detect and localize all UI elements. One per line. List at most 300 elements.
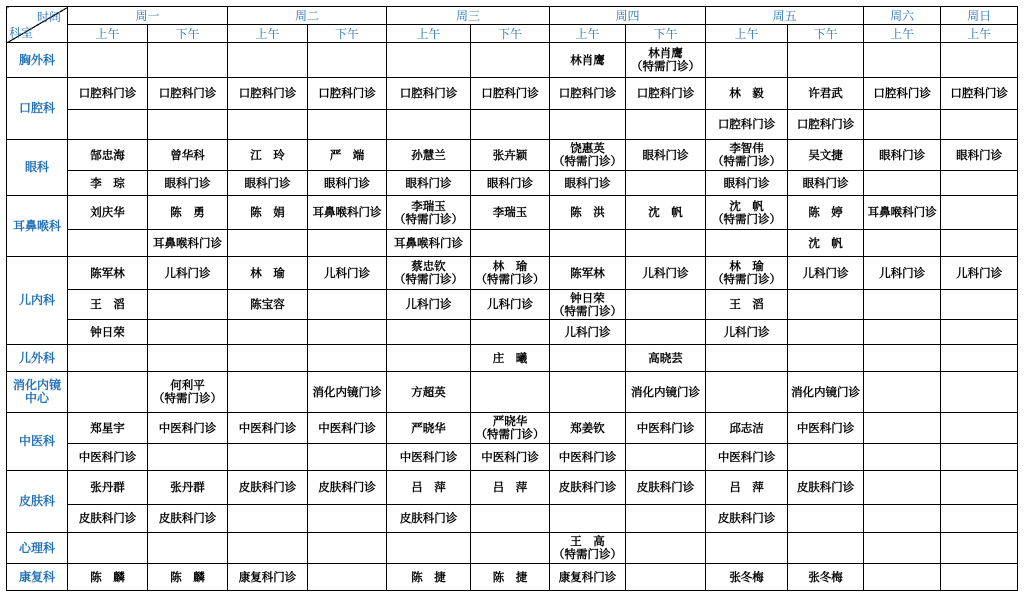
schedule-entry: 皮肤科门诊 [318,480,376,494]
schedule-cell [387,171,471,196]
roster-row [7,320,1018,345]
schedule-cell [706,413,788,444]
schedule-entry: 中医科门诊 [481,449,539,464]
schedule-cell [148,257,228,290]
schedule-cell [308,444,387,471]
schedule-cell [471,471,550,505]
schedule-cell [864,345,941,372]
schedule-cell [550,78,626,110]
schedule-entry: 儿科门诊 [802,265,849,280]
schedule-entry: 陈 勇 [170,205,205,219]
schedule-entry: 儿科门诊 [956,265,1003,280]
schedule-cell [941,533,1018,564]
roster-row [7,110,1018,140]
schedule-cell [941,196,1018,230]
schedule-cell [864,320,941,345]
roster-header [7,7,1018,43]
schedule-cell [148,140,228,171]
schedule-cell [68,78,148,110]
schedule-entry: 口腔科门诊 [318,86,376,100]
schedule-cell [550,372,626,413]
schedule-entry: 口腔科门诊 [78,86,137,100]
schedule-cell [788,372,864,413]
schedule-cell [941,78,1018,110]
schedule-cell [308,320,387,345]
schedule-cell [471,230,550,257]
schedule-entry: 眼科门诊 [723,175,770,190]
schedule-entry: 李瑞玉 [492,205,528,219]
roster-row [7,444,1018,471]
schedule-cell [941,505,1018,533]
schedule-entry: 严晓华 [411,420,446,435]
schedule-entry: 儿科门诊 [564,324,611,339]
schedule-entry: 吕 萍 [492,480,528,494]
schedule-cell [788,110,864,140]
schedule-cell [68,345,148,372]
schedule-entry: 消化内镜门诊 [791,384,861,399]
schedule-entry: 儿科门诊 [164,265,211,280]
department-label: 康复科 [18,569,55,584]
schedule-entry: 口腔科门诊 [399,86,458,100]
department-label: 儿内科 [18,293,55,307]
schedule-entry: 林 瑜 （特需门诊） [712,259,782,286]
schedule-cell [706,230,788,257]
schedule-entry: 林肖鹰 [570,52,605,67]
schedule-entry: 眼科门诊 [642,147,689,162]
schedule-cell [68,110,148,140]
schedule-entry: 沈 帆 [808,235,843,250]
department-name [7,413,68,471]
time-label: 时间 [36,10,61,24]
schedule-entry: 中医科门诊 [318,420,376,435]
schedule-cell [228,413,308,444]
schedule-entry: 口腔科门诊 [950,86,1008,100]
schedule-entry: 口腔科门诊 [238,86,297,100]
schedule-cell [788,43,864,78]
schedule-cell [864,533,941,564]
schedule-cell [471,78,550,110]
roster-row [7,230,1018,257]
schedule-entry: 儿科门诊 [324,265,371,280]
schedule-cell [788,413,864,444]
schedule-entry: 蔡忠钦 （特需门诊） [394,259,464,286]
schedule-entry: 口腔科门诊 [873,86,931,100]
schedule-entry: 中医科门诊 [558,449,617,464]
schedule-cell [308,230,387,257]
schedule-cell [626,533,706,564]
schedule-cell [471,171,550,196]
schedule-cell [550,471,626,505]
schedule-cell [148,413,228,444]
schedule-cell [471,110,550,140]
schedule-cell [788,196,864,230]
schedule-entry: 曾华科 [170,147,205,162]
schedule-cell [387,110,471,140]
schedule-cell [228,43,308,78]
schedule-entry: 皮肤科门诊 [158,511,217,525]
schedule-entry: 许君武 [808,86,843,100]
schedule-entry: 林 瑜 [250,265,285,280]
schedule-entry: 儿科门诊 [723,324,770,339]
schedule-entry: 沈 帆 [648,205,683,219]
schedule-cell [626,320,706,345]
schedule-entry: 张卉颖 [492,147,528,162]
schedule-cell [387,230,471,257]
schedule-entry: 眼科门诊 [879,147,926,162]
schedule-cell [228,171,308,196]
schedule-entry: 皮肤科门诊 [636,480,695,494]
schedule-entry: 庄 曦 [492,350,528,365]
schedule-cell [706,110,788,140]
roster-row [7,43,1018,78]
period-header: 下午 [788,25,864,43]
schedule-entry: 林肖鹰 （特需门诊） [631,46,701,73]
schedule-cell [788,230,864,257]
schedule-cell [788,290,864,320]
schedule-cell [471,413,550,444]
schedule-cell [626,110,706,140]
schedule-cell [941,43,1018,78]
schedule-cell [68,444,148,471]
schedule-cell [788,257,864,290]
schedule-cell [308,505,387,533]
schedule-cell [68,196,148,230]
schedule-entry: 眼科门诊 [324,175,371,190]
schedule-cell [308,257,387,290]
schedule-cell [228,320,308,345]
schedule-cell [788,505,864,533]
schedule-cell [471,564,550,591]
schedule-cell [550,290,626,320]
schedule-entry: 儿科门诊 [879,265,926,280]
schedule-cell [308,413,387,444]
schedule-cell [626,140,706,171]
schedule-cell [148,196,228,230]
schedule-cell [550,171,626,196]
schedule-entry: 陈军林 [90,265,125,280]
schedule-cell [706,505,788,533]
schedule-entry: 陈 捷 [411,569,446,584]
schedule-entry: 康复科门诊 [558,569,617,584]
schedule-entry: 康复科门诊 [238,569,297,584]
schedule-entry: 皮肤科门诊 [558,480,617,494]
schedule-cell [941,171,1018,196]
schedule-cell [941,230,1018,257]
schedule-entry: 眼科门诊 [244,175,291,190]
schedule-cell [941,413,1018,444]
schedule-cell [308,533,387,564]
schedule-entry: 儿科门诊 [642,265,689,280]
schedule-entry: 耳鼻喉科门诊 [394,235,464,250]
schedule-cell [68,505,148,533]
schedule-cell [228,140,308,171]
schedule-entry: 皮肤科门诊 [717,511,776,525]
schedule-cell [68,290,148,320]
schedule-cell [308,78,387,110]
schedule-entry: 钟日荣 [90,324,125,339]
schedule-cell [706,290,788,320]
schedule-cell [626,196,706,230]
schedule-cell [68,230,148,257]
schedule-cell [471,140,550,171]
schedule-cell [471,505,550,533]
schedule-cell [471,372,550,413]
schedule-entry: 严 端 [329,147,365,162]
department-label: 皮肤科 [18,494,55,508]
schedule-cell [941,140,1018,171]
day-header: 周六 [864,7,941,25]
schedule-cell [706,533,788,564]
department-label: 消化内镜 中心 [12,378,61,405]
schedule-cell [626,372,706,413]
schedule-cell [148,290,228,320]
schedule-entry: 皮肤科门诊 [238,480,297,494]
schedule-cell [228,290,308,320]
schedule-entry: 林 瑜 （特需门诊） [475,259,545,286]
schedule-entry: 张冬梅 [808,569,843,584]
schedule-entry: 眼科门诊 [164,175,211,190]
schedule-cell [941,257,1018,290]
schedule-cell [148,564,228,591]
schedule-cell [471,290,550,320]
day-header: 周三 [387,7,550,25]
schedule-entry: 王 高 （特需门诊） [553,534,623,561]
schedule-entry: 高晓芸 [648,350,683,365]
schedule-entry: 儿科门诊 [405,297,452,311]
schedule-cell [228,78,308,110]
schedule-entry: 陈 捷 [492,569,528,584]
roster-row [7,372,1018,413]
schedule-cell [864,171,941,196]
roster-row [7,471,1018,505]
department-name [7,78,68,140]
schedule-cell [148,533,228,564]
schedule-cell [148,320,228,345]
schedule-cell [308,372,387,413]
schedule-entry: 沈 帆 （特需门诊） [712,198,782,226]
schedule-entry: 林 毅 [729,86,764,100]
schedule-cell [706,140,788,171]
department-name [7,257,68,345]
schedule-entry: 口腔科门诊 [481,86,539,100]
schedule-cell [228,110,308,140]
schedule-entry: 中医科门诊 [78,449,137,464]
schedule-cell [941,290,1018,320]
schedule-entry: 儿科门诊 [487,297,534,311]
schedule-cell [387,444,471,471]
schedule-cell [228,564,308,591]
schedule-entry: 张冬梅 [729,569,764,584]
day-header: 周日 [941,7,1018,25]
schedule-cell [68,413,148,444]
schedule-cell [941,320,1018,345]
schedule-entry: 方超英 [411,384,446,399]
schedule-entry: 陈 娟 [250,205,285,219]
roster-row [7,140,1018,171]
schedule-cell [387,43,471,78]
schedule-cell [308,140,387,171]
department-label: 耳鼻喉科 [12,218,61,233]
schedule-cell [626,564,706,591]
schedule-cell [864,564,941,591]
schedule-cell [788,564,864,591]
schedule-entry: 口腔科门诊 [636,86,695,100]
roster-row [7,345,1018,372]
schedule-cell [228,345,308,372]
schedule-cell [706,444,788,471]
schedule-cell [864,78,941,110]
schedule-cell [308,564,387,591]
roster-row [7,78,1018,110]
schedule-cell [68,533,148,564]
schedule-cell [550,230,626,257]
schedule-cell [706,320,788,345]
schedule-entry: 郑星宇 [90,420,125,435]
schedule-entry: 李瑞玉 （特需门诊） [394,198,464,226]
schedule-cell [626,43,706,78]
schedule-cell [471,43,550,78]
department-name [7,372,68,413]
schedule-cell [148,372,228,413]
department-name [7,564,68,591]
schedule-cell [550,140,626,171]
schedule-entry: 眼科门诊 [564,175,611,190]
schedule-entry: 中医科门诊 [238,420,297,435]
schedule-cell [941,110,1018,140]
schedule-cell [550,320,626,345]
schedule-cell [788,140,864,171]
period-header: 上午 [941,25,1018,43]
department-name [7,471,68,533]
schedule-entry: 郑姜钦 [570,420,605,435]
schedule-cell [308,196,387,230]
schedule-entry: 江 玲 [250,147,285,162]
roster-row [7,505,1018,533]
schedule-cell [387,413,471,444]
roster-row [7,290,1018,320]
schedule-cell [228,257,308,290]
schedule-cell [550,345,626,372]
schedule-cell [706,78,788,110]
dept-label: 科室 [9,26,34,40]
period-header: 下午 [308,25,387,43]
roster-row [7,413,1018,444]
schedule-cell [788,444,864,471]
schedule-cell [626,505,706,533]
schedule-entry: 吕 萍 [411,480,446,494]
schedule-cell [228,471,308,505]
schedule-entry: 中医科门诊 [636,420,695,435]
schedule-entry: 郜忠海 [90,147,125,162]
schedule-cell [387,372,471,413]
schedule-cell [387,471,471,505]
schedule-entry: 严晓华 （特需门诊） [475,414,545,441]
schedule-cell [387,533,471,564]
schedule-entry: 孙慧兰 [411,147,446,162]
header-corner-cell [7,7,68,43]
schedule-entry: 王 滔 [729,297,764,311]
schedule-cell [706,345,788,372]
schedule-cell [387,320,471,345]
roster-row [7,564,1018,591]
schedule-cell [387,196,471,230]
day-header: 周一 [68,7,228,25]
period-header: 上午 [228,25,308,43]
schedule-cell [228,372,308,413]
schedule-cell [550,196,626,230]
schedule-entry: 邱志洁 [729,420,764,435]
schedule-cell [626,444,706,471]
schedule-cell [864,372,941,413]
department-label: 胸外科 [18,52,55,67]
schedule-cell [788,78,864,110]
schedule-cell [864,444,941,471]
schedule-entry: 耳鼻喉科门诊 [312,205,382,219]
schedule-entry: 消化内镜门诊 [312,384,382,399]
schedule-entry: 皮肤科门诊 [399,511,458,525]
department-label: 眼科 [24,160,49,174]
department-label: 口腔科 [18,101,55,115]
schedule-cell [387,505,471,533]
roster-body [7,43,1018,591]
schedule-entry: 陈 麟 [90,569,125,584]
schedule-entry: 耳鼻喉科门诊 [867,205,937,219]
schedule-cell [788,533,864,564]
schedule-cell [228,533,308,564]
schedule-entry: 陈 麟 [170,569,205,584]
schedule-entry: 吕 萍 [729,480,764,494]
schedule-entry: 眼科门诊 [487,175,534,190]
schedule-cell [550,257,626,290]
schedule-cell [706,372,788,413]
schedule-cell [148,171,228,196]
schedule-entry: 陈军林 [570,265,605,280]
schedule-cell [148,444,228,471]
schedule-entry: 李 琮 [90,175,125,190]
schedule-cell [387,257,471,290]
schedule-entry: 皮肤科门诊 [796,480,855,494]
schedule-entry: 陈宝容 [250,297,285,311]
department-name [7,533,68,564]
schedule-entry: 中医科门诊 [796,420,855,435]
department-label: 儿外科 [18,350,55,365]
schedule-cell [941,564,1018,591]
schedule-entry: 李智伟 （特需门诊） [712,141,782,168]
schedule-entry: 眼科门诊 [802,175,849,190]
schedule-cell [68,372,148,413]
schedule-cell [387,345,471,372]
schedule-entry: 眼科门诊 [956,147,1003,162]
schedule-cell [148,505,228,533]
schedule-cell [864,290,941,320]
schedule-entry: 钟日荣 （特需门诊） [553,290,623,318]
schedule-cell [626,290,706,320]
schedule-cell [788,171,864,196]
schedule-cell [788,471,864,505]
schedule-cell [706,171,788,196]
schedule-cell [471,196,550,230]
schedule-cell [308,43,387,78]
schedule-cell [864,230,941,257]
schedule-entry: 张丹群 [90,480,125,494]
schedule-cell [68,471,148,505]
department-name [7,43,68,78]
schedule-cell [550,533,626,564]
schedule-entry: 眼科门诊 [405,175,452,190]
schedule-cell [148,78,228,110]
schedule-entry: 饶惠英 （特需门诊） [553,141,623,168]
schedule-cell [864,505,941,533]
